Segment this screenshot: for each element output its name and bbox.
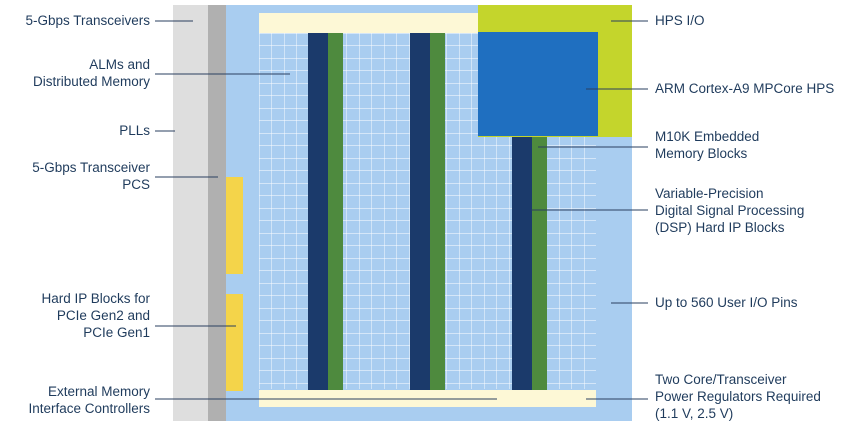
label-pcie-line3: PCIe Gen1	[83, 325, 150, 340]
memory-column-2	[410, 33, 430, 390]
label-arm	[655, 80, 834, 97]
pcie-hard-ip-block	[226, 294, 243, 391]
arm-hps-block	[478, 32, 598, 136]
label-arm-text: ARM Cortex-A9 MPCore HPS	[655, 81, 835, 96]
label-pcs	[32, 159, 150, 193]
dsp-column-3	[532, 136, 547, 390]
label-pcs-line1: 5-Gbps Transceiver	[32, 160, 150, 175]
pll-strip	[208, 5, 226, 421]
transceiver-strip	[173, 5, 208, 421]
label-regulators-line3: (1.1 V, 2.5 V)	[655, 406, 734, 421]
label-hps-io-text: HPS I/O	[655, 13, 705, 28]
label-m10k-line1: M10K Embedded	[655, 129, 760, 144]
label-emif-line1: External Memory	[47, 384, 150, 399]
label-dsp	[655, 185, 804, 236]
label-transceivers-text: 5-Gbps Transceivers	[25, 13, 150, 28]
label-emif	[28, 383, 150, 417]
dsp-column-1	[328, 33, 343, 390]
label-user-io	[655, 294, 798, 311]
label-alms-line2: Distributed Memory	[32, 74, 150, 89]
label-m10k-line2: Memory Blocks	[655, 146, 748, 161]
label-plls	[119, 122, 150, 139]
label-pcie-line2: PCIe Gen2 and	[56, 308, 150, 323]
label-user-io-text: Up to 560 User I/O Pins	[655, 295, 798, 310]
label-dsp-line2: Digital Signal Processing	[655, 203, 805, 218]
memory-column-1	[308, 33, 328, 390]
label-dsp-line3: (DSP) Hard IP Blocks	[655, 220, 785, 235]
label-pcs-line2: PCS	[122, 177, 150, 192]
label-regulators	[655, 371, 821, 422]
label-alms	[33, 56, 150, 90]
label-alms-line1: ALMs and	[89, 57, 150, 72]
label-transceivers	[25, 12, 150, 29]
dsp-column-2	[430, 33, 445, 390]
top-regulator-bar	[259, 13, 478, 33]
label-dsp-line1: Variable-Precision	[655, 186, 764, 201]
label-m10k	[655, 128, 759, 162]
label-regulators-line1: Two Core/Transceiver	[655, 372, 787, 387]
pcs-block	[226, 177, 243, 274]
label-hps-io	[655, 12, 705, 29]
memory-column-3	[512, 136, 532, 390]
label-plls-text: PLLs	[119, 123, 150, 138]
label-pcie-line1: Hard IP Blocks for	[41, 291, 150, 306]
label-emif-line2: Interface Controllers	[28, 401, 150, 416]
label-pcie	[41, 290, 150, 341]
label-regulators-line2: Power Regulators Required	[655, 389, 821, 404]
